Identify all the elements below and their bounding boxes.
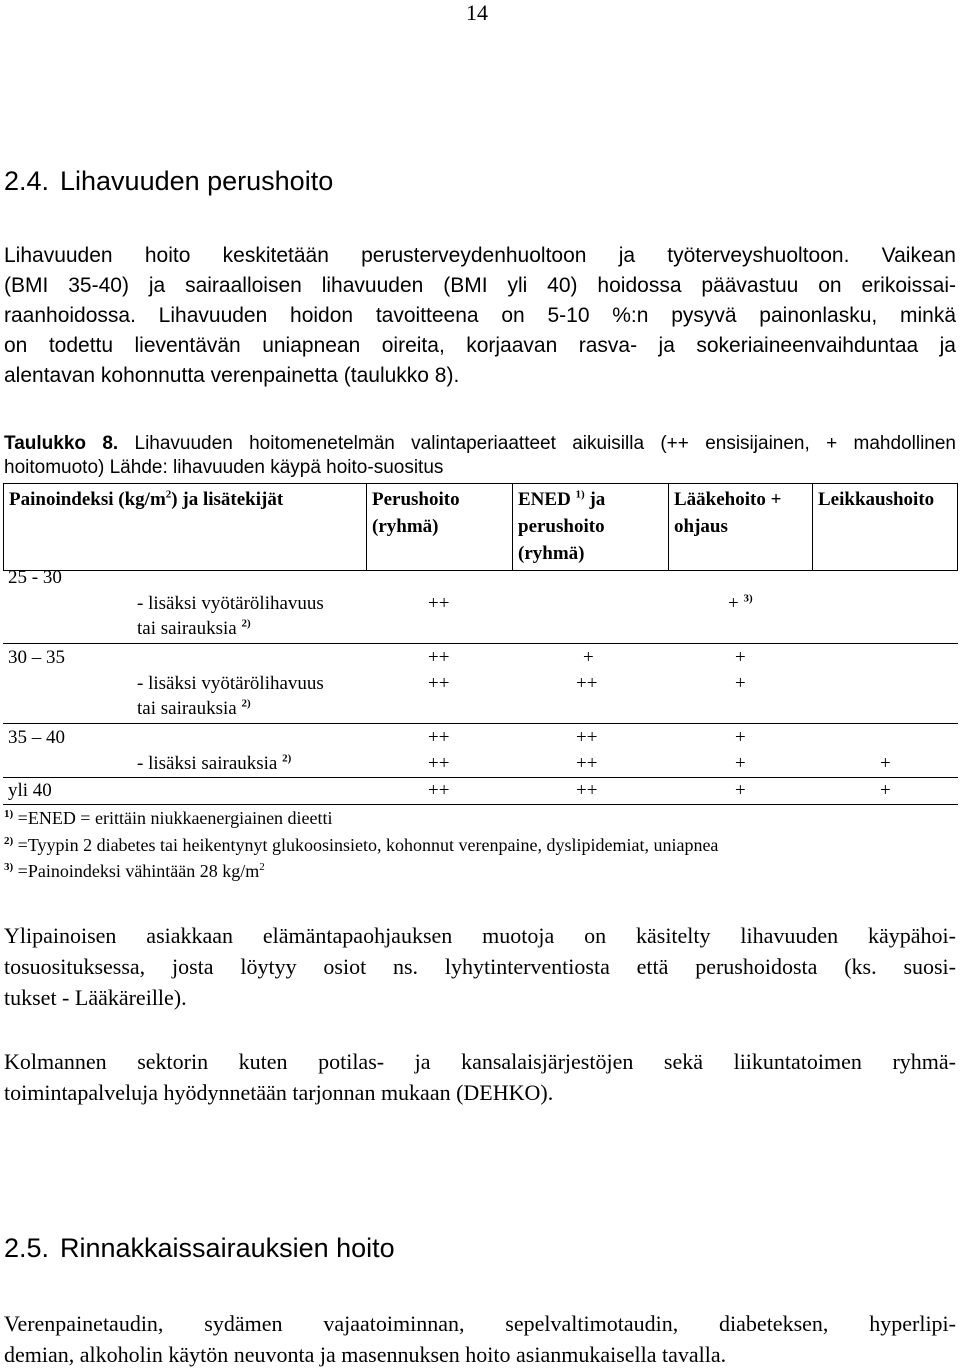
- intro-paragraph: [4, 241, 956, 391]
- guidance-paragraph: [4, 920, 956, 1013]
- table-8: [3, 483, 958, 571]
- cell-ened: ++: [576, 727, 598, 748]
- header-leikkaushoito: Leikkaushoito: [813, 484, 958, 571]
- row-label-25-30: 25 - 30: [8, 567, 62, 588]
- paragraph-line: on todettu lieventävän uniapnean oireita, korjaavan rasva- ja sokeriaineenvaihduntaa ja: [4, 334, 956, 357]
- cell-leikkaushoito: +: [880, 753, 891, 774]
- caption-line-2: hoitomuoto) Lähde: lihavuuden käypä hoito-suositus: [4, 457, 444, 478]
- row-sublabel: - lisäksi sairauksia $^{2)}$: [137, 752, 292, 774]
- paragraph-line: Verenpainetaudin, sydämen vajaatoiminnan, sepelvaltimotaudin, diabeteksen, hyperlipi-: [4, 1311, 956, 1336]
- caption-text: Lihavuuden hoitomenetelmän valintaperiaatteet aikuisilla (++ ensisijainen, + mahdollinen: [118, 433, 956, 454]
- cell-perushoito: ++: [428, 673, 450, 694]
- cell-laakehoito: + $^{3)}$: [728, 592, 753, 614]
- table-bottom-border: [3, 804, 958, 805]
- footnote-2: $^{2)}$ =Tyypin 2 diabetes tai heikentynyt glukoosinsieto, kohonnut verenpaine, dyslipidemiat, uniapnea: [4, 835, 719, 855]
- cell-laakehoito: +: [735, 647, 746, 668]
- cell-ened: ++: [576, 673, 598, 694]
- paragraph-line: Lihavuuden hoito keskitetään perusterveydenhuoltoon ja työterveyshuoltoon. Vaikean: [4, 244, 956, 267]
- row-label-yli-40: yli 40: [8, 780, 52, 801]
- header-bmi: Painoindeksi $(kg/m^2)$ ja lisätekijät: [4, 484, 367, 571]
- header-laakehoito: Lääkehoito + ohjaus: [669, 484, 813, 571]
- row-label-30-35: 30 – 35: [8, 647, 65, 668]
- row-sublabel: - lisäksi vyötärölihavuus: [137, 593, 324, 614]
- header-ened: ENED $^{1)}$ ja perushoito (ryhmä): [513, 484, 669, 571]
- table-divider: [3, 777, 958, 778]
- section-number: 2.4.: [4, 166, 50, 196]
- caption-label: Taulukko 8.: [4, 433, 119, 454]
- row-sublabel-2: tai sairauksia $^{2)}$: [137, 697, 251, 719]
- row-label-35-40: 35 – 40: [8, 727, 65, 748]
- cell-laakehoito: +: [735, 780, 746, 801]
- footnote-1: $^{1)}$ =ENED = erittäin niukkaenergiainen dieetti: [4, 808, 333, 828]
- cell-perushoito: ++: [428, 780, 450, 801]
- row-sublabel: - lisäksi vyötärölihavuus: [137, 673, 324, 694]
- comorbidity-paragraph: [4, 1308, 956, 1370]
- cell-perushoito: ++: [428, 593, 450, 614]
- table-divider: [3, 643, 958, 644]
- section-title: Rinnakkaissairauksien hoito: [60, 1233, 395, 1263]
- third-sector-paragraph: [4, 1046, 956, 1108]
- table-divider: [3, 723, 958, 724]
- caption-line: [4, 432, 956, 456]
- paragraph-line: tukset - Lääkäreille).: [4, 985, 187, 1010]
- cell-leikkaushoito: +: [880, 780, 891, 801]
- section-heading-2-5: [4, 1233, 395, 1264]
- paragraph-line: alentavan kohonnutta verenpainetta (taulukko 8).: [4, 364, 460, 387]
- cell-perushoito: ++: [428, 753, 450, 774]
- paragraph-line: Ylipainoisen asiakkaan elämäntapaohjauksen muotoja on käsitelty lihavuuden käypähoi-: [4, 923, 956, 948]
- paragraph-line: Kolmannen sektorin kuten potilas- ja kansalaisjärjestöjen sekä liikuntatoimen ryhmä-: [4, 1049, 956, 1074]
- section-number: 2.5.: [4, 1233, 50, 1263]
- cell-laakehoito: +: [735, 727, 746, 748]
- row-sublabel-2: tai sairauksia $^{2)}$: [137, 617, 251, 639]
- cell-perushoito: ++: [428, 647, 450, 668]
- section-heading-2-4: [4, 166, 333, 197]
- cell-ened: +: [583, 647, 594, 668]
- paragraph-line: (BMI 35-40) ja sairaalloisen lihavuuden (BMI yli 40) hoidossa päävastuu on erikoissai-: [4, 274, 956, 297]
- paragraph-line: raanhoidossa. Lihavuuden hoidon tavoitteena on 5-10 %:n pysyvä painonlasku, minkä: [4, 304, 956, 327]
- cell-ened: ++: [576, 753, 598, 774]
- cell-ened: ++: [576, 780, 598, 801]
- cell-laakehoito: +: [735, 673, 746, 694]
- cell-laakehoito: +: [735, 753, 746, 774]
- header-perushoito: Perushoito (ryhmä): [367, 484, 513, 571]
- table-header-row: [4, 484, 958, 571]
- section-title: Lihavuuden perushoito: [60, 166, 334, 196]
- paragraph-line: toimintapalveluja hyödynnetään tarjonnan mukaan (DEHKO).: [4, 1080, 554, 1105]
- table-caption: [4, 432, 956, 480]
- page-number: 14: [466, 0, 488, 25]
- paragraph-line: demian, alkoholin käytön neuvonta ja masennuksen hoito asianmukaisella tavalla.: [4, 1342, 727, 1367]
- footnote-3: $^{3)}$ =Painoindeksi vähintään 28 $kg/m^2$: [4, 861, 265, 881]
- paragraph-line: tosuosituksessa, josta löytyy osiot ns. lyhytinterventiosta että perushoidosta (ks. suosi-: [4, 954, 956, 979]
- cell-perushoito: ++: [428, 727, 450, 748]
